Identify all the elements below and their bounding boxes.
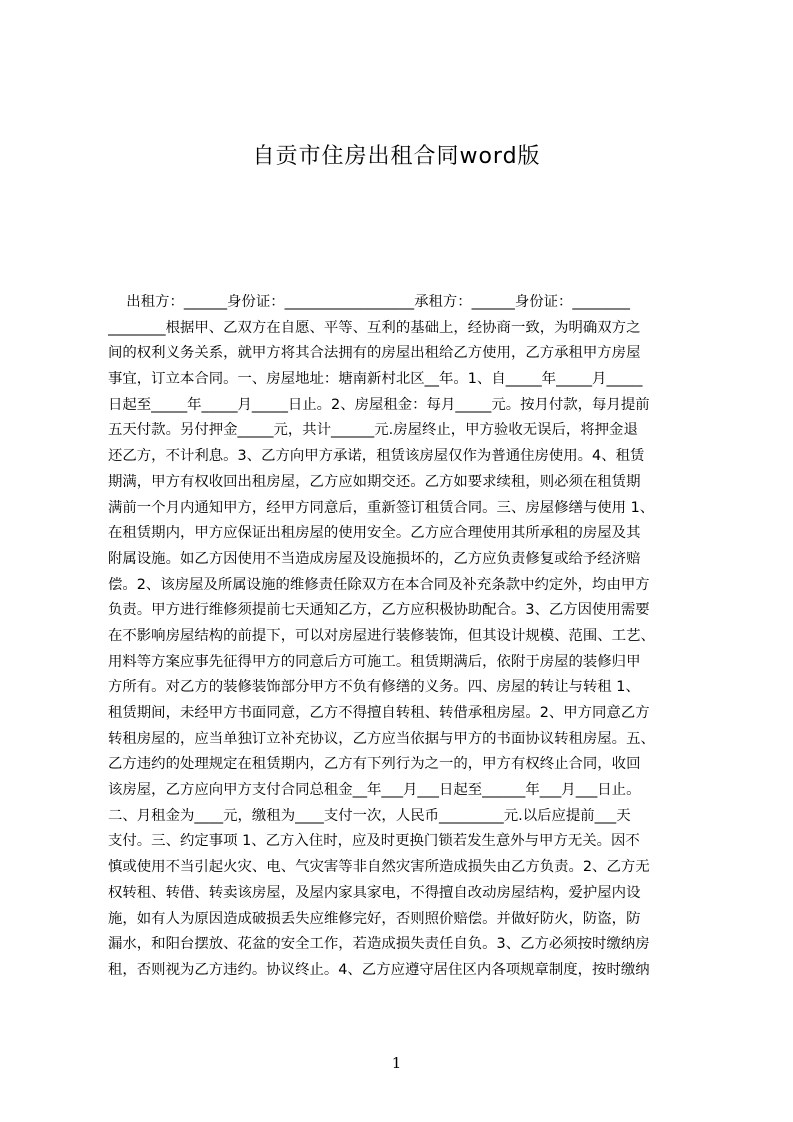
body-line: 支付。三、约定事项 1、乙方入住时，应及时更换门锁若发生意外与甲方无关。因不 [108, 833, 640, 850]
body-line: 二、月租金为____元，缴租为____支付一次，人民币_________元.以后应提前___天 [108, 807, 631, 824]
body-line: 方所有。对乙方的装修装饰部分甲方不负有修缮的义务。四、房屋的转让与转租 1、 [108, 679, 640, 696]
body-line: 漏水，和阳台摆放、花盆的安全工作，若造成损失责任自负。3、乙方必须按时缴纳房 [108, 936, 650, 953]
body-line: 还乙方，不计利息。3、乙方向甲方承诺，租赁该房屋仅作为普通住房使用。4、租赁 [108, 448, 645, 465]
body-line: 在不影响房屋结构的前提下，可以对房屋进行装修装饰，但其设计规模、范围、工艺、 [108, 627, 655, 644]
body-line: ________根据甲、乙双方在自愿、平等、互利的基础上，经协商一致，为明确双方之 [108, 319, 641, 336]
body-line: 用料等方案应事先征得甲方的同意后方可施工。租赁期满后，依附于房屋的装修归甲 [108, 653, 641, 670]
body-line: 租，否则视为乙方违约。协议终止。4、乙方应遵守居住区内各项规章制度，按时缴纳 [108, 961, 650, 978]
body-line: 附属设施。如乙方因使用不当造成房屋及设施损坏的，乙方应负责修复或给予经济赔 [108, 550, 641, 567]
body-line: 偿。2、该房屋及所属设施的维修责任除双方在本合同及补充条款中约定外，均由甲方 [108, 576, 650, 593]
body-line: 慎或使用不当引起火灾、电、气灾害等非自然灾害所造成损失由乙方负责。2、乙方无 [108, 859, 650, 876]
body-line: 间的权利义务关系，就甲方将其合法拥有的房屋出租给乙方使用，乙方承租甲方房屋 [108, 345, 641, 362]
body-line: 五天付款。另付押金_____元，共计______元.房屋终止，甲方验收无误后，将押金退 [108, 422, 638, 439]
body-line: 日起至_____年_____月_____日止。2、房屋租金：每月_____元。按月付款，每月提前 [108, 396, 650, 413]
body-line: 权转租、转借、转卖该房屋，及屋内家具家电，不得擅自改动房屋结构，爱护屋内设 [108, 884, 641, 901]
body-line: 期满，甲方有权收回出租房屋，乙方应如期交还。乙方如要求续租，则必须在租赁期 [108, 473, 641, 490]
body-line: 租赁期间，未经甲方书面同意，乙方不得擅自转租、转借承租房屋。2、甲方同意乙方 [108, 705, 650, 721]
body-line: 施，如有人为原因造成破损丢失应维修完好，否则照价赔偿。并做好防火，防盗，防 [108, 910, 641, 927]
body-line: 出租方：______身份证：__________________承租方：______身份证：________ [108, 294, 630, 310]
body-line: 在租赁期内，甲方应保证出租房屋的使用安全。乙方应合理使用其所承租的房屋及其 [108, 525, 641, 542]
body-line: 该房屋，乙方应向甲方支付合同总租金__年___月___日起至______年___月___日止。 [108, 782, 641, 799]
page-number: 1 [391, 1054, 402, 1072]
body-line: 事宜，订立本合同。一、房屋地址：塘南新村北区__年。1、自_____年_____月_____ [108, 371, 643, 388]
body-line: 满前一个月内通知甲方，经甲方同意后，重新签订租赁合同。三、房屋修缮与使用 1、 [108, 499, 655, 516]
body-line: 负责。甲方进行维修须提前七天通知乙方，乙方应积极协助配合。3、乙方因使用需要 [108, 602, 650, 619]
body-line: 乙方违约的处理规定在租赁期内，乙方有下列行为之一的，甲方有权终止合同，收回 [108, 756, 641, 773]
body-line: 转租房屋的，应当单独订立补充协议，乙方应当依据与甲方的书面协议转租房屋。五、 [108, 730, 655, 747]
contract-body [108, 290, 700, 984]
document-title: 自贡市住房出租合同word版 [252, 144, 541, 169]
